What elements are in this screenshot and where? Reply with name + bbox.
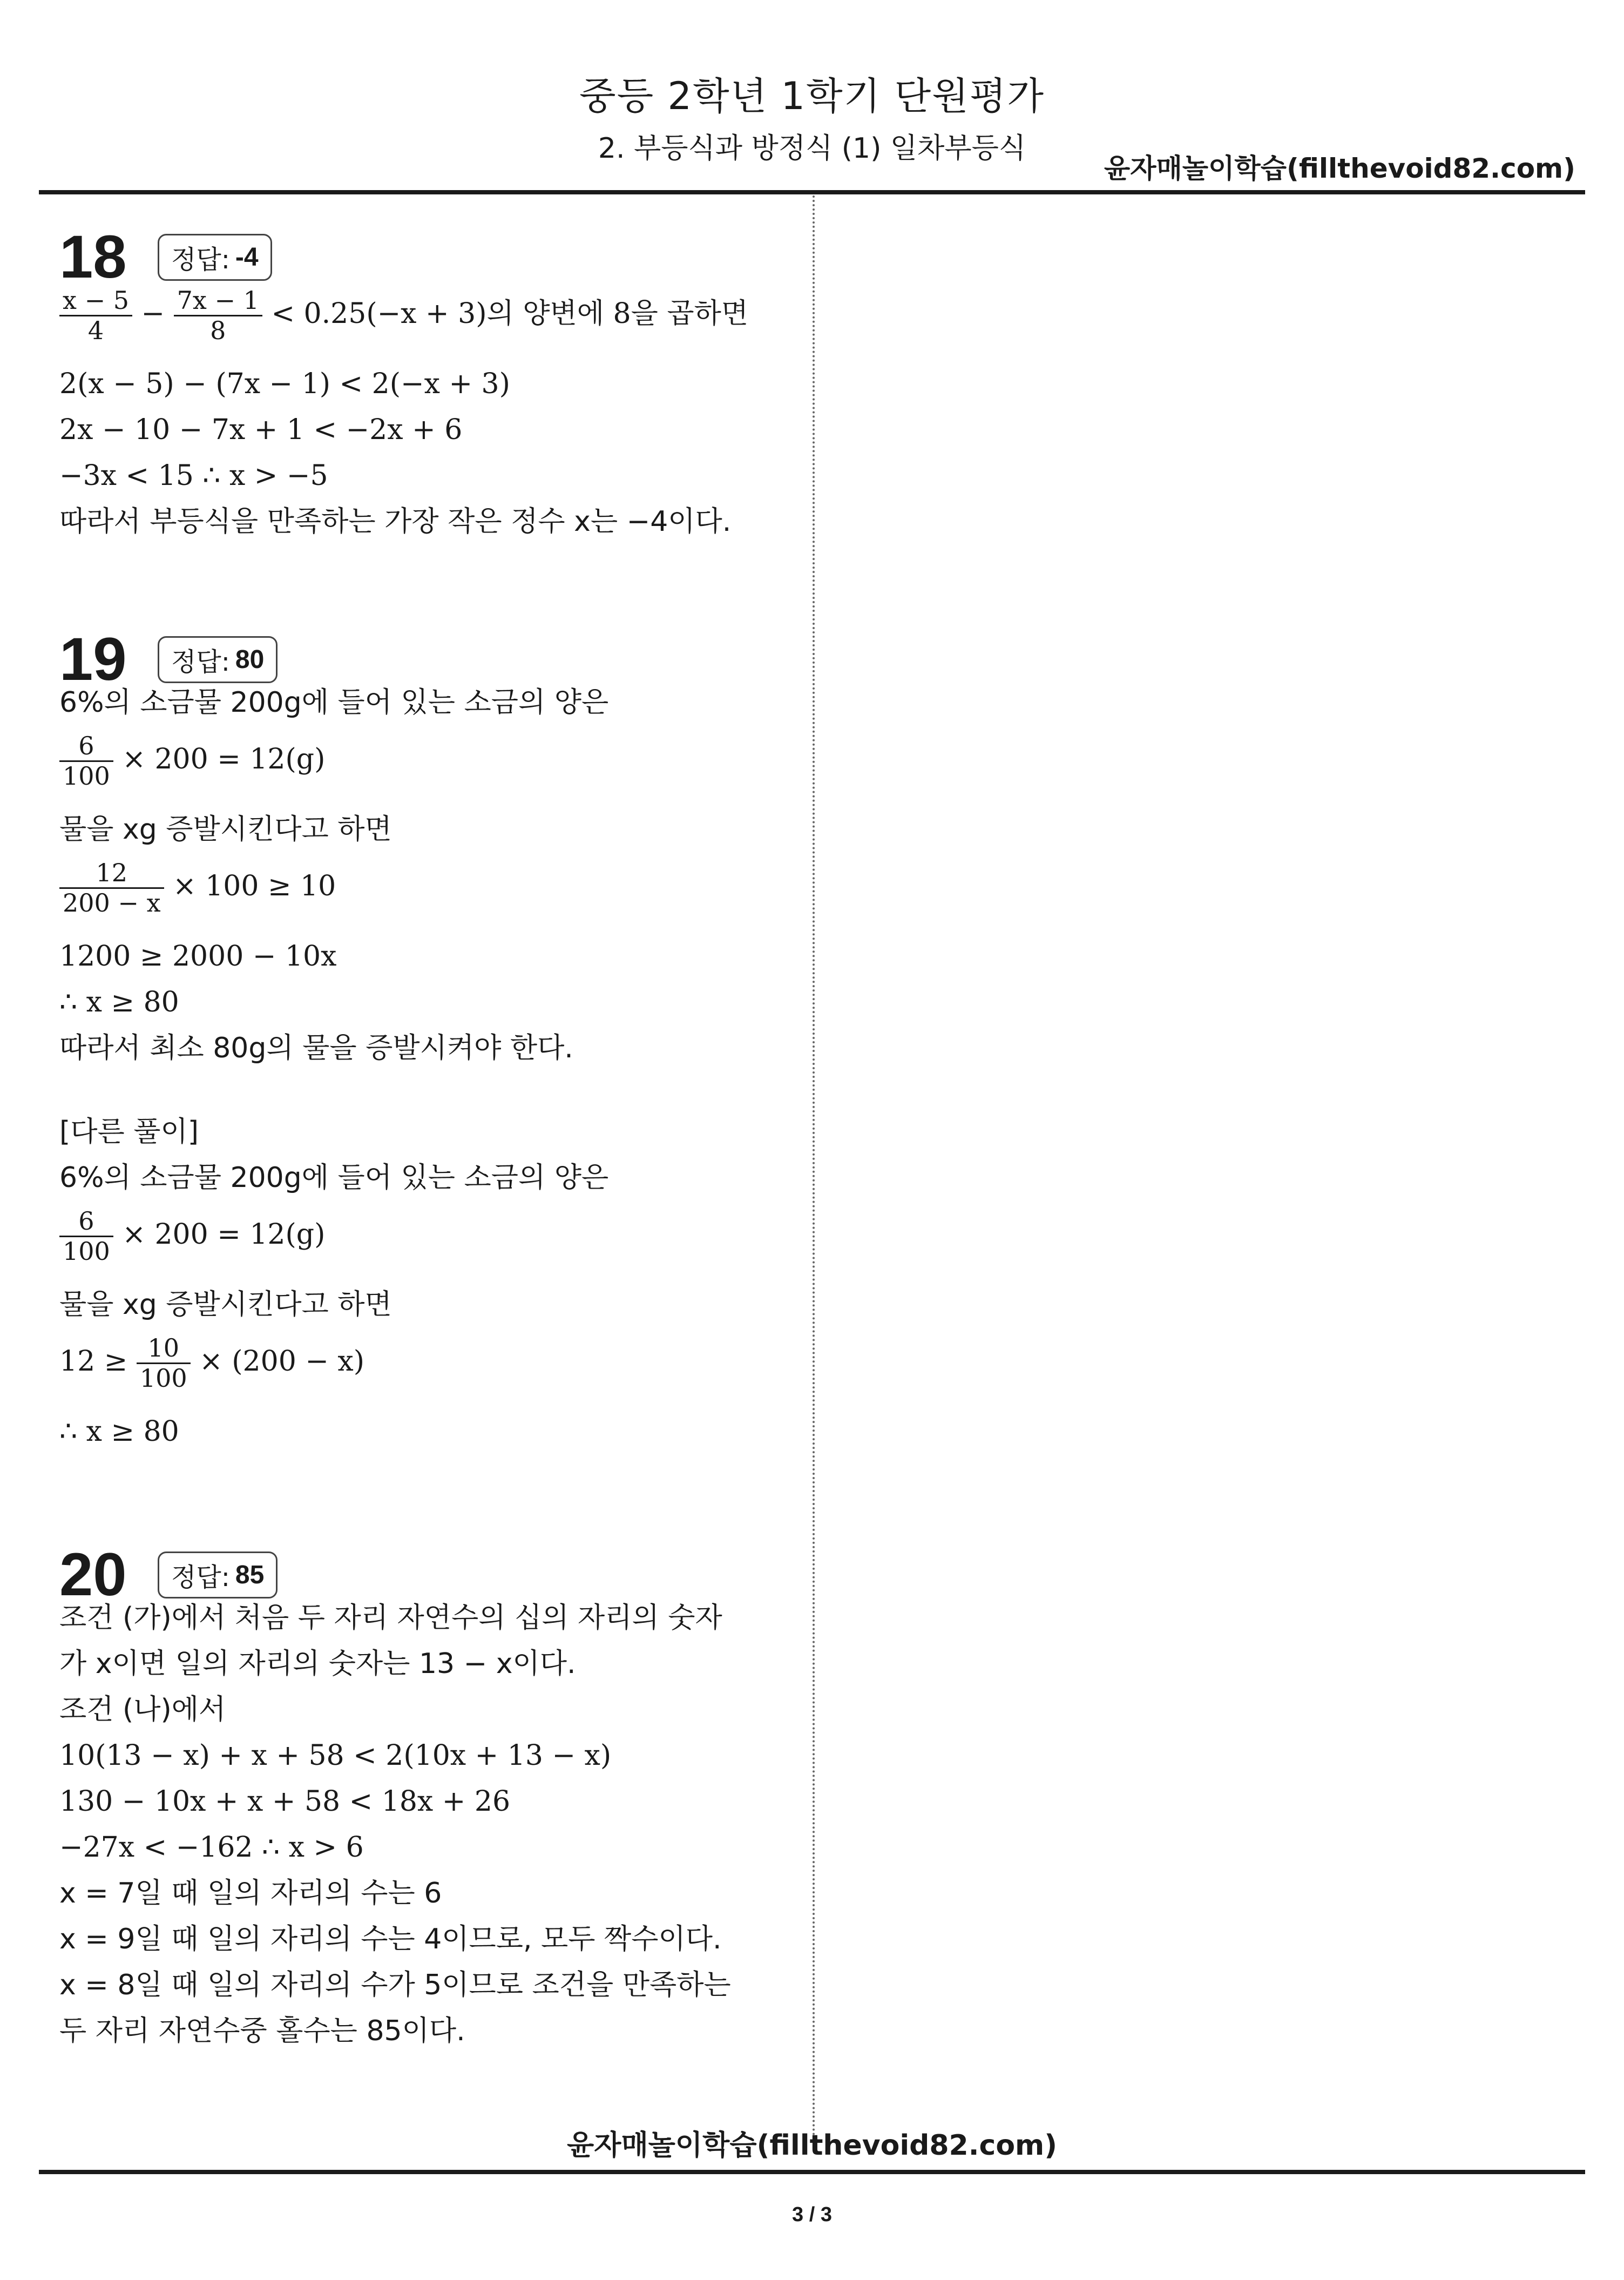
solution-line: 따라서 최소 80g의 물을 증발시켜야 한다. bbox=[59, 1032, 573, 1064]
question-header bbox=[59, 625, 278, 693]
footer-rule bbox=[39, 2170, 1585, 2174]
answer-box bbox=[158, 234, 272, 281]
solution-line: 10(13 − x) + x + 58 < 2(10x + 13 − x) bbox=[59, 1739, 612, 1772]
solution-line: 1200 ≥ 2000 − 10x bbox=[59, 940, 337, 973]
fraction: $\frac{12}{200 - x}$ bbox=[59, 859, 164, 918]
answer-box bbox=[158, 1552, 278, 1598]
answer-box bbox=[158, 636, 278, 683]
question-number: 20 bbox=[59, 1541, 127, 1608]
solution-line: 6%의 소금물 200g에 들어 있는 소금의 양은 bbox=[59, 686, 609, 719]
solution-line: 가 x이면 일의 자리의 숫자는 13 − x이다. bbox=[59, 1648, 576, 1680]
footer-brand: 윤자매놀이학습(fillthevoid82.com) bbox=[566, 2129, 1057, 2162]
solution-line: 물을 xg 증발시킨다고 하면 bbox=[59, 813, 392, 846]
solution-line: $\frac{6}{100}$ × 200 = 12(g) bbox=[59, 1207, 325, 1266]
solution-line: 2x − 10 − 7x + 1 < −2x + 6 bbox=[59, 414, 463, 446]
solution-line: ∴ x ≥ 80 bbox=[59, 986, 179, 1018]
page-number: 3 / 3 bbox=[792, 2203, 832, 2226]
fraction: $\frac{6}{100}$ bbox=[59, 1207, 113, 1266]
answer-value: 85 bbox=[235, 1560, 265, 1589]
question-header bbox=[59, 223, 272, 291]
answer-value: 80 bbox=[235, 645, 265, 674]
column-divider bbox=[813, 195, 815, 2150]
question-header bbox=[59, 1541, 278, 1608]
solution-line: 12 ≥ $\frac{10}{100}$ × (200 − x) bbox=[59, 1333, 365, 1393]
alt-solution-label: [다른 풀이] bbox=[59, 1116, 199, 1148]
solution-line: 2(x − 5) − (7x − 1) < 2(−x + 3) bbox=[59, 368, 510, 400]
solution-line: x = 7일 때 일의 자리의 수는 6 bbox=[59, 1877, 442, 1910]
fraction: $\frac{10}{100}$ bbox=[137, 1334, 191, 1393]
answer-label: 정답: bbox=[171, 646, 230, 677]
fraction: $\frac{x - 5}{4}$ bbox=[59, 286, 132, 345]
solution-line: −3x < 15 ∴ x > −5 bbox=[59, 460, 328, 492]
solution-line: −27x < −162 ∴ x > 6 bbox=[59, 1831, 364, 1864]
page-subtitle: 2. 부등식과 방정식 (1) 일차부등식 bbox=[598, 132, 1026, 165]
solution-line: 130 − 10x + x + 58 < 18x + 26 bbox=[59, 1785, 511, 1818]
answer-value: -4 bbox=[235, 242, 259, 272]
answer-label: 정답: bbox=[171, 1562, 230, 1593]
solution-line: $\frac{6}{100}$ × 200 = 12(g) bbox=[59, 732, 325, 791]
fraction: $\frac{7x - 1}{8}$ bbox=[174, 286, 262, 345]
solution-line: 따라서 부등식을 만족하는 가장 작은 정수 x는 −4이다. bbox=[59, 505, 732, 538]
solution-line: 물을 xg 증발시킨다고 하면 bbox=[59, 1289, 392, 1321]
solution-line: 두 자리 자연수중 홀수는 85이다. bbox=[59, 2015, 465, 2047]
solution-line: x = 8일 때 일의 자리의 수가 5이므로 조건을 만족하는 bbox=[59, 1969, 731, 2001]
solution-line: ∴ x ≥ 80 bbox=[59, 1415, 179, 1448]
solution-line: 조건 (가)에서 처음 두 자리 자연수의 십의 자리의 숫자 bbox=[59, 1602, 722, 1634]
solution-line: 6%의 소금물 200g에 들어 있는 소금의 양은 bbox=[59, 1162, 609, 1194]
answer-label: 정답: bbox=[171, 244, 230, 275]
page-title: 중등 2학년 1학기 단원평가 bbox=[579, 74, 1045, 118]
header-rule bbox=[39, 190, 1585, 194]
question-number: 19 bbox=[59, 625, 127, 693]
header-brand: 윤자매놀이학습(fillthevoid82.com) bbox=[1104, 153, 1575, 184]
solution-line: $\frac{x - 5}{4}$ − $\frac{7x - 1}{8}$ < 0.25(−x + 3)의 양변에 8을 곱하면 bbox=[59, 286, 748, 345]
fraction: $\frac{6}{100}$ bbox=[59, 732, 113, 791]
solution-line: x = 9일 때 일의 자리의 수는 4이므로, 모두 짝수이다. bbox=[59, 1923, 722, 1955]
solution-line: $\frac{12}{200 - x}$ × 100 ≥ 10 bbox=[59, 859, 336, 918]
solution-line: 조건 (나)에서 bbox=[59, 1694, 226, 1726]
question-number: 18 bbox=[59, 223, 127, 291]
